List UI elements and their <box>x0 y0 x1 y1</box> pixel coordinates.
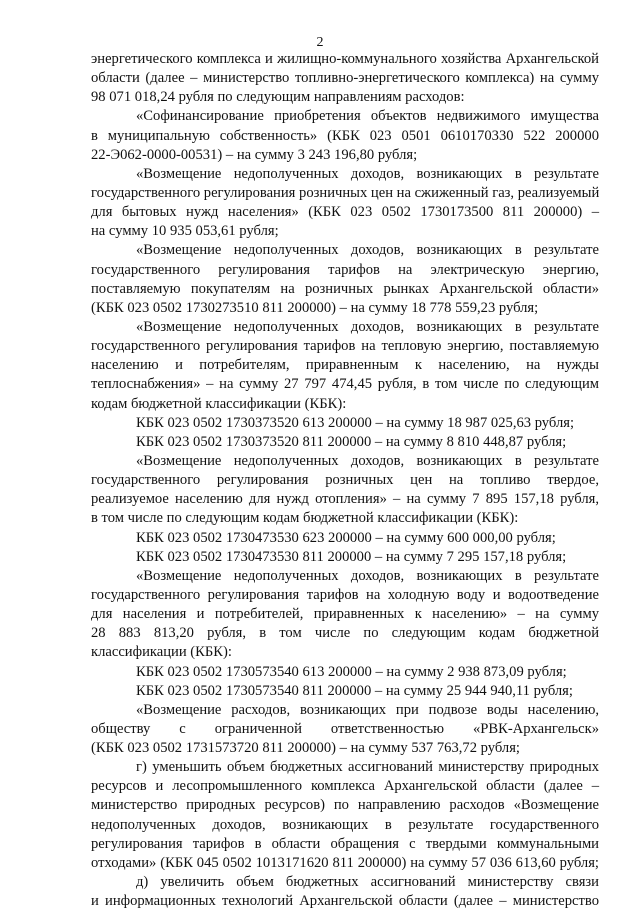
text-line: теплоснабжения» – на сумму 27 797 474,45 рубля, в том числе по следующим <box>91 376 599 393</box>
text-line: КБК 023 0502 1730373520 811 200000 – на сумму 8 810 448,87 рубля; <box>136 433 567 450</box>
text-line: государственного регулирования тарифов на холодную воду и водоотведение <box>91 586 599 603</box>
text-line: недополученных доходов, возникающих в результате государственного <box>91 816 599 833</box>
text-line: КБК 023 0502 1730473530 623 200000 – на сумму 600 000,00 рубля; <box>136 529 556 546</box>
text-line: ресурсов и лесопромышленного комплекса Архангельской области (далее – <box>91 778 599 795</box>
text-line: 28 883 813,20 рубля, в том числе по следующим кодам бюджетной <box>91 625 599 642</box>
text-line: «Возмещение расходов, возникающих при подвозе воды населению, <box>136 701 599 718</box>
text-line: (КБК 023 0502 1731573720 811 200000) – на сумму 537 763,72 рубля; <box>91 740 520 757</box>
text-line: «Возмещение недополученных доходов, возникающих в результате <box>136 165 599 182</box>
text-line: кодам бюджетной классификации (КБК): <box>91 395 347 412</box>
text-line: министерство природных ресурсов) по направлению расходов «Возмещение <box>91 797 599 814</box>
text-line: населению и потребителям, приравненным к населению, на нужды <box>91 357 599 374</box>
text-line: энергетического комплекса и жилищно-коммунального хозяйства Архангельской <box>91 51 599 67</box>
text-line: и информационных технологий Архангельской области (далее – министерство <box>91 893 599 910</box>
page-number: 2 <box>316 35 324 50</box>
text-line: поставляемую покупателям на розничных рынках Архангельской области» <box>91 280 599 297</box>
text-line: 98 071 018,24 рубля по следующим направлениям расходов: <box>91 89 465 106</box>
text-line: обществу с ограниченной ответственностью «РВК-Архангельск» <box>91 720 599 737</box>
text-line: «Возмещение недополученных доходов, возникающих в результате <box>136 318 599 335</box>
text-line: «Возмещение недополученных доходов, возникающих в результате <box>136 452 599 469</box>
text-line: д) увеличить объем бюджетных ассигнований министерству связи <box>136 874 599 891</box>
text-line: классификации (КБК): <box>91 644 232 661</box>
text-line: КБК 023 0502 1730573540 613 200000 – на сумму 2 938 873,09 рубля; <box>136 663 567 680</box>
text-line: «Софинансирование приобретения объектов недвижимого имущества <box>136 108 599 125</box>
text-line: г) уменьшить объем бюджетных ассигнований министерству природных <box>136 759 599 776</box>
text-line: в муниципальную собственность» (КБК 023 0501 0610170330 522 200000 <box>91 127 599 144</box>
text-line: регулирования тарифов в области обращения с твердыми коммунальными <box>91 835 599 852</box>
text-line: 22-Э062-0000-00531) – на сумму 3 243 196,80 рубля; <box>91 146 418 163</box>
text-line: «Возмещение недополученных доходов, возникающих в результате <box>136 567 599 584</box>
text-line: для бытовых нужд населения» (КБК 023 0502 1730173500 811 200000) – <box>91 204 599 221</box>
text-line: КБК 023 0502 1730473530 811 200000 – на сумму 7 295 157,18 рубля; <box>136 548 567 565</box>
text-line: (КБК 023 0502 1730273510 811 200000) – на сумму 18 778 559,23 рубля; <box>91 299 539 316</box>
text-line: на сумму 10 935 053,61 рубля; <box>91 223 279 240</box>
text-line: «Возмещение недополученных доходов, возникающих в результате <box>136 242 599 259</box>
text-line: государственного регулирования тарифов на электрическую энергию, <box>91 261 599 278</box>
text-line: государственного регулирования розничных цен на топливо твердое, <box>91 472 599 489</box>
text-line: КБК 023 0502 1730573540 811 200000 – на сумму 25 944 940,11 рубля; <box>136 682 573 699</box>
text-line: отходами» (КБК 045 0502 1013171620 811 200000) на сумму 57 036 613,60 рубля; <box>91 854 599 871</box>
text-line: государственного регулирования розничных цен на сжиженный газ, реализуемый <box>91 184 600 201</box>
document-body <box>91 50 599 911</box>
text-line: области (далее – министерство топливно-энергетического комплекса) на сумму <box>91 70 599 87</box>
text-line: реализуемое населению для нужд отопления» – на сумму 7 895 157,18 рубля, <box>91 491 599 508</box>
text-line: КБК 023 0502 1730373520 613 200000 – на сумму 18 987 025,63 рубля; <box>136 414 575 431</box>
text-line: в том числе по следующим кодам бюджетной классификации (КБК): <box>91 510 519 527</box>
text-line: для населения и потребителей, приравненных к населению» – на сумму <box>91 606 599 623</box>
text-line: государственного регулирования тарифов на тепловую энергию, поставляемую <box>91 338 599 355</box>
